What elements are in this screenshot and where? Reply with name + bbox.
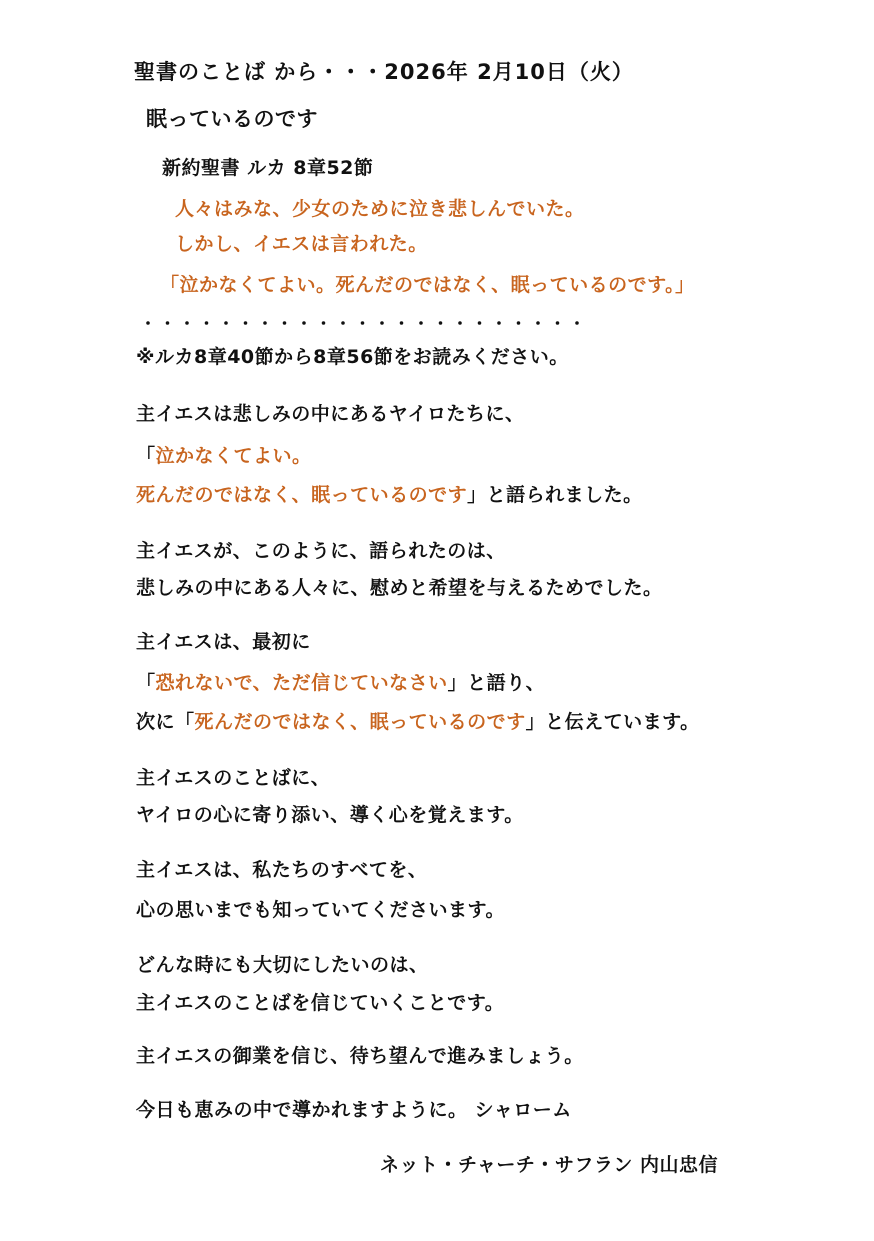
p1-line-3: [136, 482, 643, 508]
quote-open: 「: [136, 445, 156, 467]
p4-line-2: ヤイロの心に寄り添い、導く心を覚えます。: [136, 804, 524, 826]
signature: ネット・チャーチ・サフラン 内山忠信: [380, 1154, 719, 1176]
reading-note: ※ルカ8章40節から8章56節をお読みください。: [136, 346, 569, 368]
p5-line-1: 主イエスは、私たちのすべてを、: [136, 859, 428, 881]
p2-line-1: 主イエスが、このように、語られたのは、: [136, 540, 506, 562]
p5-line-2: 心の思いまでも知っていてくださいます。: [136, 899, 505, 921]
verse-line-1: 人々はみな、少女のために泣き悲しんでいた。: [175, 198, 585, 220]
verse-line-2: しかし、イエスは言われた。: [175, 233, 428, 255]
p1-line-1: 主イエスは悲しみの中にあるヤイロたちに、: [136, 403, 525, 425]
text-before-quote: 次に「: [136, 711, 195, 733]
scripture-reference: 新約聖書 ルカ 8章52節: [162, 157, 374, 179]
text-after-quote: 」と語られました。: [467, 484, 643, 506]
p6-line-1: どんな時にも大切にしたいのは、: [136, 954, 429, 976]
p2-line-2: 悲しみの中にある人々に、慰めと希望を与えるためでした。: [136, 577, 663, 599]
document-header: 聖書のことば から・・・2026年 2月10日（火）: [134, 60, 634, 84]
p6-line-2: 主イエスのことばを信じていくことです。: [136, 992, 505, 1014]
p1-line-2: [136, 443, 312, 469]
quote-open: 「: [136, 672, 156, 694]
closing-line: 今日も恵みの中で導かれますように。 シャローム: [136, 1099, 572, 1121]
verse-line-3: 「泣かなくてよい。死んだのではなく、眠っているのです。」: [160, 274, 695, 296]
p7-line: 主イエスの御業を信じ、待ち望んで進みましょう。: [136, 1045, 584, 1067]
p3-line-2: [136, 670, 545, 696]
p3-line-3: [136, 709, 700, 735]
text-after-quote: 」と伝えています。: [525, 711, 700, 733]
page-title: 眠っているのです: [146, 107, 318, 131]
p4-line-1: 主イエスのことばに、: [136, 767, 331, 789]
text-after-quote: 」と語り、: [447, 672, 546, 694]
quote-text: 泣かなくてよい。: [155, 445, 312, 467]
quote-text: 死んだのではなく、眠っているのです: [136, 484, 468, 506]
p3-line-1: 主イエスは、最初に: [136, 631, 311, 653]
quote-text: 死んだのではなく、眠っているのです: [194, 711, 526, 733]
quote-text: 恐れないで、ただ信じていなさい: [155, 672, 448, 694]
separator-dots: ・・・・・・・・・・・・・・・・・・・・・・・: [140, 314, 589, 333]
